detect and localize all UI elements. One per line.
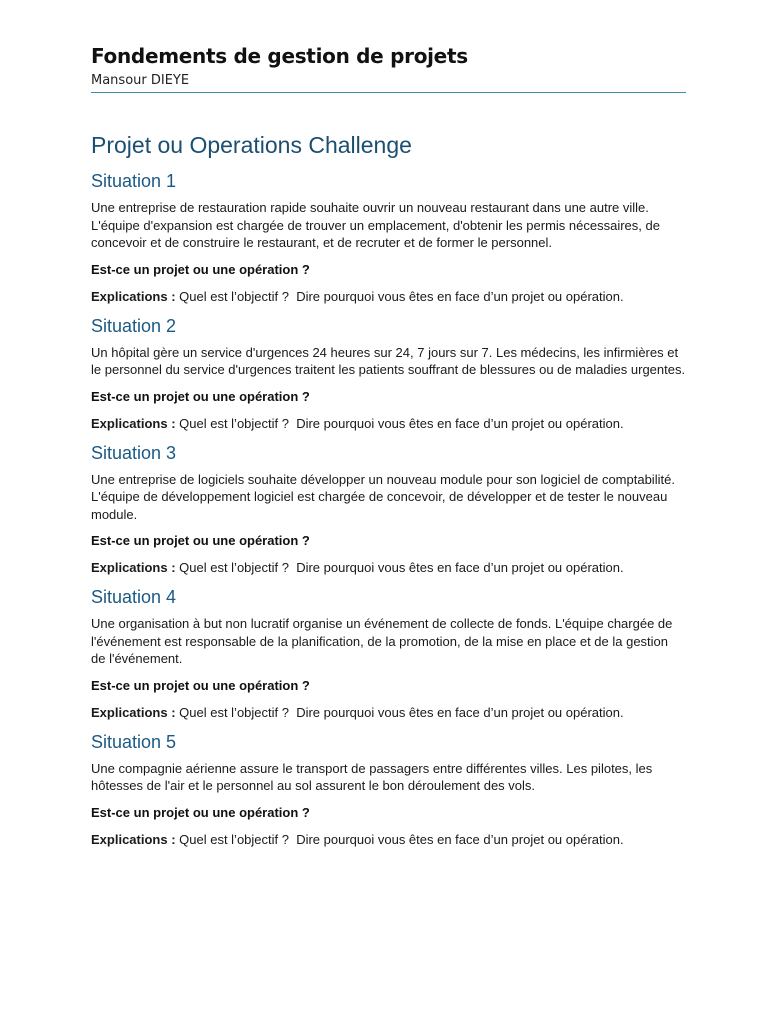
document-author: Mansour DIEYE bbox=[91, 73, 190, 88]
situation-description: Une compagnie aérienne assure le transport de passagers entre différentes villes. Les pilotes, les hôtesses de l'air et le personnel au sol assurent le bon déroulement des vols. bbox=[91, 760, 653, 793]
situation-5 bbox=[91, 730, 686, 848]
situation-question: Est-ce un projet ou une opération ? bbox=[91, 804, 310, 820]
explanation-text: Quel est l’objectif ? Dire pourquoi vous êtes en face d’un projet ou opération. bbox=[175, 704, 624, 720]
situation-question: Est-ce un projet ou une opération ? bbox=[91, 388, 310, 404]
situation-title: Situation 5 bbox=[91, 731, 177, 752]
situation-2 bbox=[91, 314, 686, 432]
header-divider bbox=[91, 92, 686, 93]
situation-explanation bbox=[91, 415, 686, 432]
situation-explanation bbox=[91, 559, 686, 576]
document-page bbox=[91, 42, 686, 857]
explanation-label: Explications : bbox=[91, 831, 176, 847]
situation-question: Est-ce un projet ou une opération ? bbox=[91, 677, 310, 693]
situation-description: Un hôpital gère un service d'urgences 24 heures sur 24, 7 jours sur 7. Les médecins, les infirmières et le personnel du service d'urgences traitent les patients souffrant de blessures ou de maladies urgentes. bbox=[91, 344, 686, 377]
situation-question: Est-ce un projet ou une opération ? bbox=[91, 533, 310, 548]
situation-explanation bbox=[91, 704, 686, 721]
explanation-label: Explications : bbox=[91, 415, 176, 431]
explanation-label: Explications : bbox=[91, 560, 176, 575]
explanation-label: Explications : bbox=[91, 704, 176, 720]
explanation-text: Quel est l’objectif ? Dire pourquoi vous êtes en face d’un projet ou opération. bbox=[175, 415, 624, 431]
situation-title: Situation 1 bbox=[91, 171, 177, 191]
situation-description: Une entreprise de logiciels souhaite développer un nouveau module pour son logiciel de comptabilité. L'équipe de développement logiciel est chargée de concevoir, de développer et de tester le nouveau module. bbox=[91, 471, 675, 522]
situation-explanation bbox=[91, 831, 686, 848]
explanation-text: Quel est l’objectif ? Dire pourquoi vous êtes en face d’un projet ou opération. bbox=[175, 560, 624, 575]
explanation-label: Explications : bbox=[91, 288, 176, 304]
situation-question: Est-ce un projet ou une opération ? bbox=[91, 261, 310, 277]
explanation-text: Quel est l’objectif ? Dire pourquoi vous êtes en face d’un projet ou opération. bbox=[175, 288, 624, 304]
explanation-text: Quel est l’objectif ? Dire pourquoi vous êtes en face d’un projet ou opération. bbox=[175, 831, 624, 847]
situation-description: Une entreprise de restauration rapide souhaite ouvrir un nouveau restaurant dans une autre ville. L'équipe d'expansion est chargée de trouver un emplacement, d'obtenir les permis nécessaires, de concevoir et de construire le restaurant, et de recruter et de former le personnel. bbox=[91, 200, 660, 250]
situation-3 bbox=[91, 441, 686, 577]
situation-4 bbox=[91, 585, 686, 721]
main-heading: Projet ou Operations Challenge bbox=[91, 132, 412, 158]
situation-1 bbox=[91, 169, 686, 305]
situation-title: Situation 2 bbox=[91, 315, 177, 336]
document-title: Fondements de gestion de projets bbox=[91, 44, 468, 68]
situation-explanation bbox=[91, 288, 686, 305]
situation-title: Situation 3 bbox=[91, 442, 177, 463]
situation-description: Une organisation à but non lucratif organise un événement de collecte de fonds. L'équipe chargée de l'événement est responsable de la planification, de la promotion, de la mise en place et de la gestion de l'événement. bbox=[91, 616, 673, 666]
situation-title: Situation 4 bbox=[91, 587, 177, 607]
